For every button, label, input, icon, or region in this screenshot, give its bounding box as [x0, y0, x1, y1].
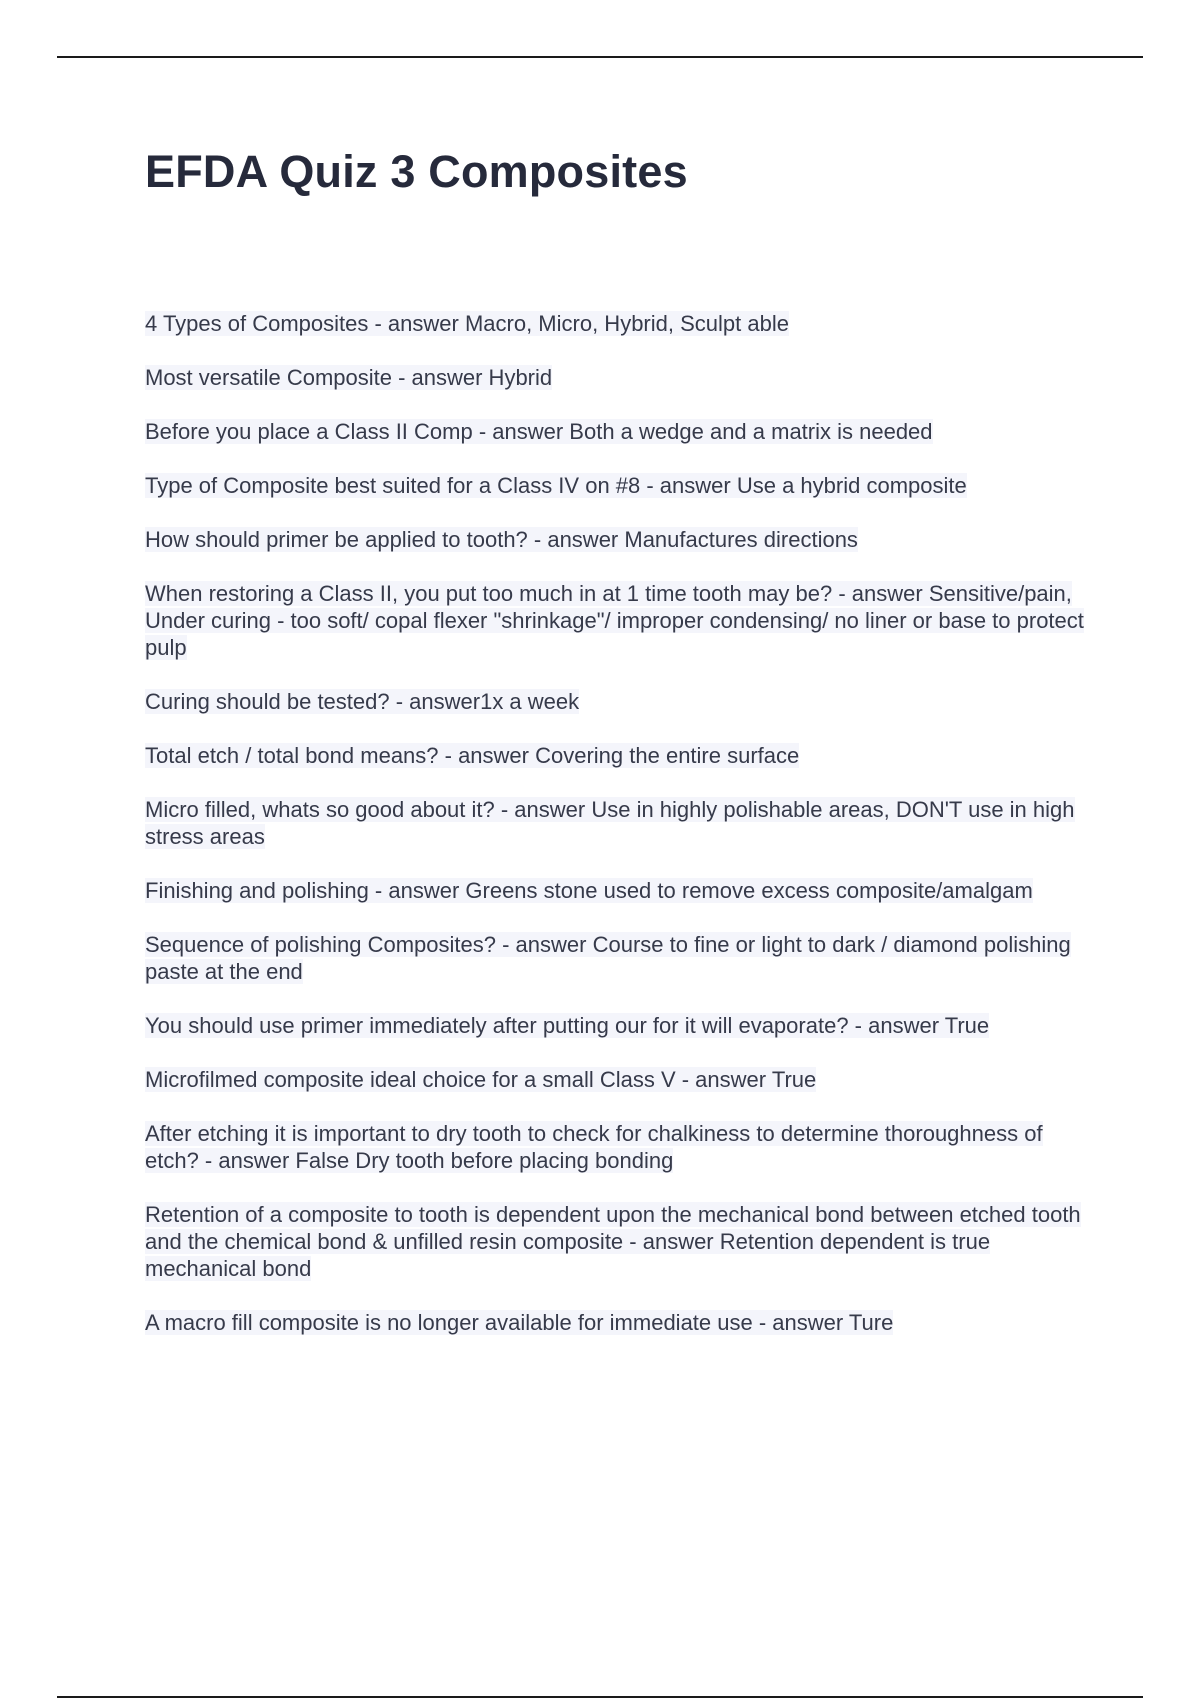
qa-item — [145, 1201, 1095, 1282]
qa-item — [145, 418, 1095, 445]
qa-item — [145, 580, 1095, 661]
qa-text: How should primer be applied to tooth? - answer Manufactures directions — [145, 527, 858, 552]
qa-item — [145, 931, 1095, 985]
qa-item — [145, 1012, 1095, 1039]
qa-item — [145, 1066, 1095, 1093]
qa-text: You should use primer immediately after putting our for it will evaporate? - answer True — [145, 1013, 990, 1038]
qa-item — [145, 526, 1095, 553]
qa-text: Finishing and polishing - answer Greens stone used to remove excess composite/amalgam — [145, 878, 1033, 903]
qa-item — [145, 1309, 1095, 1336]
qa-text: Microfilmed composite ideal choice for a small Class V - answer True — [145, 1067, 817, 1092]
qa-item — [145, 742, 1095, 769]
bottom-rule — [57, 1696, 1143, 1698]
qa-text: After etching it is important to dry tooth to check for chalkiness to determine thoroughness of etch? - answer False Dry tooth before placing bonding — [145, 1121, 1043, 1173]
qa-list — [145, 310, 1095, 1363]
top-rule — [57, 56, 1143, 58]
qa-item — [145, 877, 1095, 904]
qa-text: A macro fill composite is no longer available for immediate use - answer Ture — [145, 1310, 894, 1335]
qa-text: Retention of a composite to tooth is dependent upon the mechanical bond between etched tooth and the chemical bond & unfilled resin composite - answer Retention dependent is true mechanical bond — [145, 1202, 1081, 1281]
qa-item — [145, 688, 1095, 715]
document-title: EFDA Quiz 3 Composites — [145, 146, 688, 197]
qa-item — [145, 472, 1095, 499]
qa-text: Total etch / total bond means? - answer Covering the entire surface — [145, 743, 800, 768]
qa-item — [145, 1120, 1095, 1174]
qa-text: When restoring a Class II, you put too much in at 1 time tooth may be? - answer Sensitive/pain, Under curing - too soft/ copal flexer "shrinkage"/ improper condensing/ no liner or base to protect pulp — [145, 581, 1084, 660]
qa-text: 4 Types of Composites - answer Macro, Micro, Hybrid, Sculpt able — [145, 311, 789, 336]
qa-text: Type of Composite best suited for a Class IV on #8 - answer Use a hybrid composite — [145, 473, 967, 498]
qa-item — [145, 796, 1095, 850]
qa-text: Most versatile Composite - answer Hybrid — [145, 365, 553, 390]
qa-text: Sequence of polishing Composites? - answer Course to fine or light to dark / diamond polishing paste at the end — [145, 932, 1071, 984]
qa-item — [145, 310, 1095, 337]
qa-text: Curing should be tested? - answer1x a week — [145, 689, 580, 714]
qa-text: Before you place a Class II Comp - answer Both a wedge and a matrix is needed — [145, 419, 933, 444]
qa-text: Micro filled, whats so good about it? - answer Use in highly polishable areas, DON'T use in high stress areas — [145, 797, 1075, 849]
qa-item — [145, 364, 1095, 391]
